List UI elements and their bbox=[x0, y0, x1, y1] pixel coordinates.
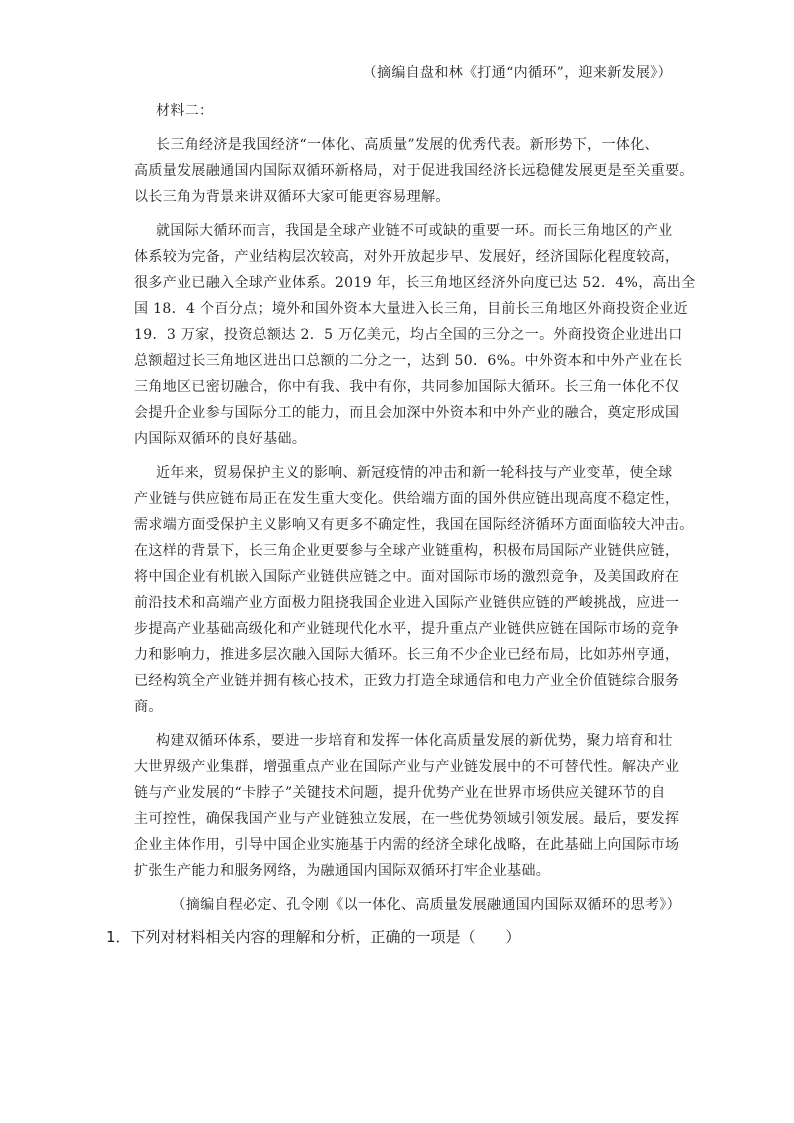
paragraph-line: 三角地区已密切融合，你中有我、我中有你，共同参加国际大循环。长三角一体化不仅 bbox=[134, 379, 680, 395]
paragraph-line: 商。 bbox=[134, 699, 163, 715]
question-1: 1．下列对材料相关内容的理解和分析，正确的一项是（ ） bbox=[106, 928, 521, 946]
paragraph-line: 需求端方面受保护主义影响又有更多不确定性，我国在国际经济循环方面面临较大冲击。 bbox=[134, 517, 694, 533]
paragraph-line: 很多产业已融入全球产业体系。2019 年，长三角地区经济外向度已达 52．4%，高出全 bbox=[134, 275, 696, 291]
paragraph-line: 体系较为完备，产业结构层次较高，对外开放起步早、发展好，经济国际化程度较高， bbox=[134, 249, 680, 265]
paragraph-line: 已经构筑全产业链并拥有核心技术，正致力打造全球通信和电力产业全价值链综合服务 bbox=[134, 673, 680, 689]
paragraph-line: 会提升企业参与国际分工的能力，而且会加深中外资本和中外产业的融合，奠定形成国 bbox=[134, 405, 680, 421]
paragraph-line: 总额超过长三角地区进出口总额的二分之一，达到 50．6%。中外资本和中外产业在长 bbox=[134, 353, 683, 369]
document-body bbox=[106, 60, 696, 949]
paragraph bbox=[134, 132, 694, 210]
paragraph-line: 产业链与供应链布局正在发生重大变化。供给端方面的国外供应链出现高度不稳定性， bbox=[134, 491, 680, 507]
paragraph-line: 将中国企业有机嵌入国际产业链供应链之中。面对国际市场的激烈竞争，及美国政府在 bbox=[134, 569, 680, 585]
paragraph-line: 大世界级产业集群，增强重点产业在国际产业与产业链发展中的不可替代性。解决产业 bbox=[134, 759, 680, 775]
paragraph-line: 前沿技术和高端产业方面极力阻挠我国企业进入国际产业链供应链的严峻挑战，应进一 bbox=[134, 595, 680, 611]
paragraph-line: 步提高产业基础高级化和产业链现代化水平，提升重点产业链供应链在国际市场的竞争 bbox=[134, 621, 680, 637]
source-citation-bottom: （摘编自程必定、孔令刚《以一体化、高质量发展融通国内国际双循环的思考》） bbox=[171, 897, 681, 913]
paragraph-line: 19．3 万家，投资总额达 2．5 万亿美元，均占全国的三分之一。外商投资企业进出口 bbox=[134, 327, 683, 343]
source-citation-top: （摘编自盘和林《打通“内循环”，迎来新发展》） bbox=[362, 65, 672, 81]
paragraph-line: 主可控性，确保我国产业与产业链独立发展，在一些优势领域引领发展。最后，要发挥 bbox=[134, 811, 680, 827]
paragraph-line: 在这样的背景下，长三角企业更要参与全球产业链重构，积极布局国际产业链供应链， bbox=[134, 543, 680, 559]
material-heading: 材料二： bbox=[156, 103, 214, 119]
paragraphs bbox=[134, 132, 696, 884]
paragraph-line: 高质量发展融通国内国际双循环新格局，对于促进我国经济长远稳健发展更是至关重要。 bbox=[134, 163, 694, 179]
paragraph bbox=[134, 728, 680, 884]
paragraph-line: 力和影响力，推进多层次融入国际大循环。长三角不少企业已经布局，比如苏州亨通， bbox=[134, 647, 680, 663]
paragraph-line: 以长三角为背景来讲双循环大家可能更容易理解。 bbox=[134, 189, 450, 205]
paragraph-line: 扩张生产能力和服务网络，为融通国内国际双循环打牢企业基础。 bbox=[134, 863, 551, 879]
paragraph-line: 国 18．4 个百分点；境外和国外资本大量进入长三角，目前长三角地区外商投资企业近 bbox=[134, 301, 688, 317]
paragraph-line: 长三角经济是我国经济“一体化、高质量”发展的优秀代表。新形势下，一体化、 bbox=[156, 137, 659, 153]
paragraph bbox=[134, 218, 696, 452]
paragraph-line: 链与产业发展的“卡脖子”关键技术问题，提升优势产业在世界市场供应关键环节的自 bbox=[134, 785, 666, 801]
paragraph-line: 内国际双循环的良好基础。 bbox=[134, 431, 307, 447]
paragraph-line: 构建双循环体系，要进一步培育和发挥一体化高质量发展的新优势，聚力培育和壮 bbox=[156, 733, 673, 749]
paragraph bbox=[134, 460, 694, 720]
paragraph-line: 就国际大循环而言，我国是全球产业链不可或缺的重要一环。而长三角地区的产业 bbox=[156, 223, 673, 239]
paragraph-line: 企业主体作用，引导中国企业实施基于内需的经济全球化战略，在此基础上向国际市场 bbox=[134, 837, 680, 853]
paragraph-line: 近年来，贸易保护主义的影响、新冠疫情的冲击和新一轮科技与产业变革，使全球 bbox=[156, 465, 673, 481]
